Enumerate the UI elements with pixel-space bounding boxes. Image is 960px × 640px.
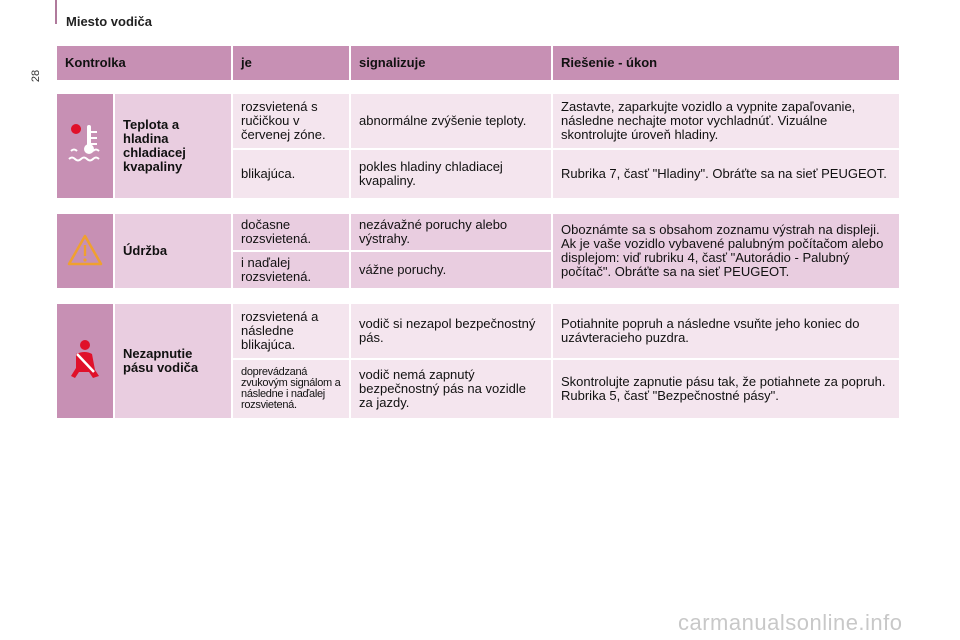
state-cell: rozsvietená a následne blikajúca. [233,304,351,360]
state-cell: rozsvietená s ručičkou v červenej zóne. [233,94,351,150]
signal-cell: abnormálne zvýšenie teploty. [351,94,553,150]
signal-cell: pokles hladiny chladiacej kvapaliny. [351,150,553,200]
seatbelt-icon [65,336,105,384]
side-rule [55,0,57,24]
action-cell: Zastavte, zaparkujte vozidlo a vypnite zapaľovanie, následne nechajte motor vychladnúť. Vizuálne skontrolujte úroveň hladiny. [553,94,901,150]
signal-cell: nezávažné poruchy alebo výstrahy. [351,214,553,252]
col-header-signalizuje: signalizuje [351,46,553,80]
service-icon-cell [57,214,115,290]
service-warning-icon [65,230,105,270]
table-header-row [57,46,901,80]
seatbelt-icon-cell [57,304,115,420]
signal-cell: vodič si nezapol bezpečnostný pás. [351,304,553,360]
action-cell: Potiahnite popruh a následne vsuňte jeho koniec do uzávteracieho puzdra. [553,304,901,360]
table-row [57,94,901,150]
col-header-je: je [233,46,351,80]
page-number: 28 [30,69,43,83]
col-header-riesenie: Riešenie - úkon [553,46,901,80]
state-cell: blikajúca. [233,150,351,200]
coolant-temperature-icon [65,117,105,173]
name-seatbelt: Nezapnutie pásu vodiča [115,304,233,420]
state-cell: dočasne rozsvietená. [233,214,351,252]
action-cell: Skontrolujte zapnutie pásu tak, že potiahnete za popruh. Rubrika 5, časť "Bezpečnostné pásy". [553,360,901,420]
action-cell: Oboznámte sa s obsahom zoznamu výstrah na displeji. Ak je vaše vozidlo vybavené palubným počítačom alebo displejom: viď rubriku 4, časť "Autorádio - Palubný počítač". Obráťte sa na sieť PEUGEOT. [553,214,901,290]
state-cell: i naďalej rozsvietená. [233,252,351,290]
state-cell: doprevádzaná zvukovým signálom a následne i naďalej rozsvietená. [233,360,351,420]
table-row [57,304,901,360]
name-coolant: Teplota a hladina chladiacej kvapaliny [115,94,233,200]
signal-cell: vodič nemá zapnutý bezpečnostný pás na vozidle za jazdy. [351,360,553,420]
signal-cell: vážne poruchy. [351,252,553,290]
coolant-icon-cell [57,94,115,200]
name-service: Údržba [115,214,233,290]
action-cell: Rubrika 7, časť "Hladiny". Obráťte sa na sieť PEUGEOT. [553,150,901,200]
warning-lights-table [57,46,901,420]
table-row [57,214,901,252]
section-title: Miesto vodiča [66,14,152,29]
col-header-kontrolka: Kontrolka [57,46,233,80]
watermark: carmanualsonline.info [678,610,903,635]
